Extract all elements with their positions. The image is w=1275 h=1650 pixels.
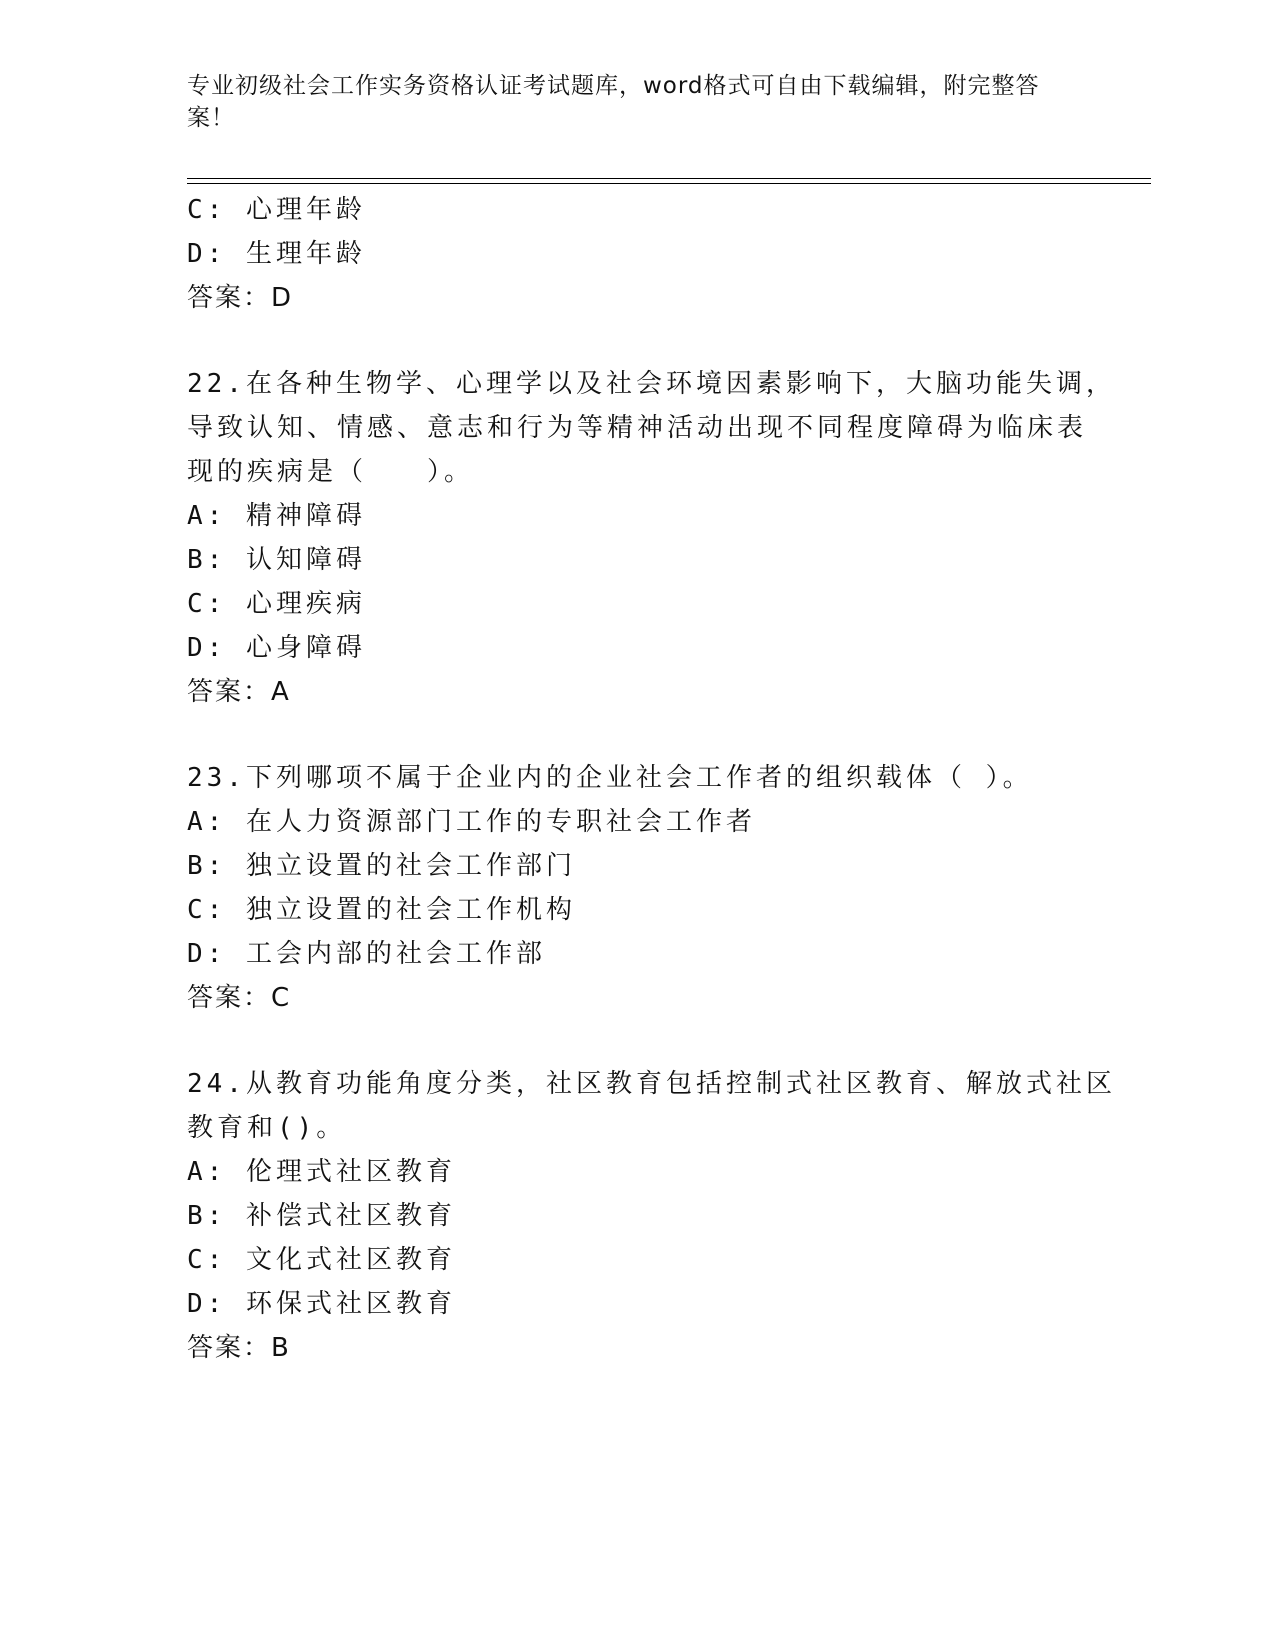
question-text: 教育和()。 xyxy=(187,1113,347,1143)
page-header: 专业初级社会工作实务资格认证考试题库，word格式可自由下载编辑，附完整答案！ xyxy=(187,73,1040,131)
answer: 答案：A xyxy=(187,677,291,707)
option-c: C: 独立设置的社会工作机构 xyxy=(187,895,576,925)
question-text: 现的疾病是（ ）。 xyxy=(187,457,475,487)
header-rule-top xyxy=(187,178,1151,179)
option-d: D: 生理年龄 xyxy=(187,239,366,269)
question-text: 22.在各种生物学、心理学以及社会环境因素影响下，大脑功能失调， xyxy=(187,369,1116,399)
option-b: B: 认知障碍 xyxy=(187,545,366,575)
header-rule-bottom xyxy=(187,183,1151,184)
option-c: C: 心理年龄 xyxy=(187,195,366,225)
answer: 答案：B xyxy=(187,1333,291,1363)
option-d: D: 环保式社区教育 xyxy=(187,1289,456,1319)
option-a: A: 在人力资源部门工作的专职社会工作者 xyxy=(187,807,756,837)
question-text: 24.从教育功能角度分类，社区教育包括控制式社区教育、解放式社区 xyxy=(187,1069,1116,1099)
option-b: B: 独立设置的社会工作部门 xyxy=(187,851,576,881)
option-b: B: 补偿式社区教育 xyxy=(187,1201,456,1231)
option-d: D: 工会内部的社会工作部 xyxy=(187,939,546,969)
question-text: 导致认知、情感、意志和行为等精神活动出现不同程度障碍为临床表 xyxy=(187,413,1088,443)
option-a: A: 伦理式社区教育 xyxy=(187,1157,456,1187)
answer: 答案：C xyxy=(187,983,292,1013)
answer: 答案：D xyxy=(187,283,294,313)
option-d: D: 心身障碍 xyxy=(187,633,366,663)
option-c: C: 心理疾病 xyxy=(187,589,366,619)
question-text: 23.下列哪项不属于企业内的企业社会工作者的组织载体（ ）。 xyxy=(187,763,1033,793)
option-c: C: 文化式社区教育 xyxy=(187,1245,456,1275)
option-a: A: 精神障碍 xyxy=(187,501,366,531)
